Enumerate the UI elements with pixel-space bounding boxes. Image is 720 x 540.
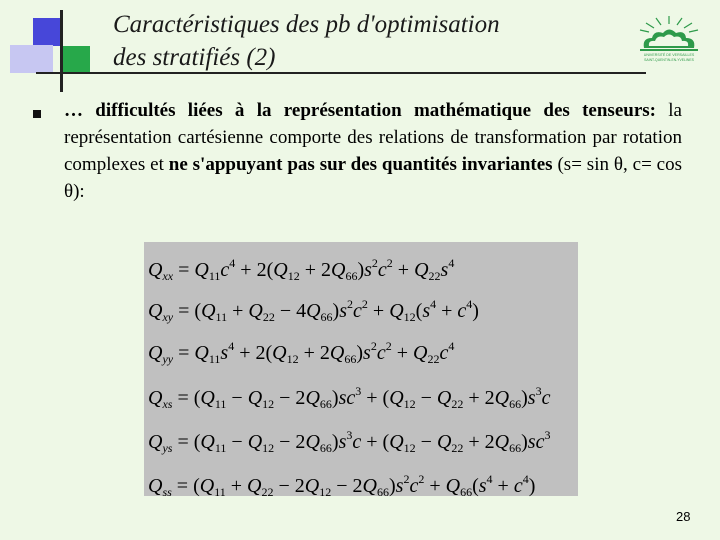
body-paragraph (64, 97, 682, 205)
slide-title (113, 8, 583, 74)
equation-qys: $Q_{ys} = (Q_{11} - Q_{12} - 2Q_{66})s^3c + (Q_{12} - Q_{22} + 2Q_{66})sc^3$ (148, 428, 551, 455)
body-bold-3: ne s'appuyant pas sur des quantités invariantes (168, 154, 553, 175)
equation-qss: $Q_{ss} = (Q_{11} + Q_{22} - 2Q_{12} - 2Q_{66})s^2c^2 + Q_{66}(s^4 + c^4)$ (148, 472, 536, 499)
equation-qxs: $Q_{xs} = (Q_{11} - Q_{12} - 2Q_{66})sc^3 + (Q_{12} - Q_{22} + 2Q_{66})s^3c$ (148, 384, 551, 411)
body-text-2: la représentation cartésienne comporte des relations de transformation par rotation complexes et (64, 100, 682, 175)
decor-vertical-line (60, 10, 63, 92)
bullet-square-icon (33, 110, 41, 118)
decor-lavender-square (10, 45, 53, 73)
formula-image (144, 242, 578, 499)
decor-green-square (60, 46, 90, 74)
page-number: 28 (676, 509, 691, 524)
decor-blue-square (33, 18, 61, 46)
title-line-1: Caractéristiques des pb d'optimisation (113, 11, 500, 38)
equation-qxx: $Q_{xx} = Q_{11}c^4 + 2(Q_{12} + 2Q_{66})s^2c^2 + Q_{22}s^4$ (148, 256, 455, 283)
body-text-4: (s= sin θ, c= cos θ): (64, 154, 683, 202)
university-logo (636, 14, 702, 64)
body-bold-1: … difficultés liées à la représentation mathématique des tenseurs: (64, 100, 656, 121)
equation-qyy: $Q_{yy} = Q_{11}s^4 + 2(Q_{12} + 2Q_{66})s^2c^2 + Q_{22}c^4$ (148, 339, 455, 366)
equation-qxy: $Q_{xy} = (Q_{11} + Q_{22} - 4Q_{66})s^2c^2 + Q_{12}(s^4 + c^4)$ (148, 297, 479, 324)
title-line-2: des stratifiés (2) (113, 44, 276, 71)
logo-text-2: SAINT-QUENTIN-EN-YVELINES (644, 58, 694, 62)
logo-text-1: UNIVERSITÉ DE VERSAILLES (643, 53, 695, 57)
